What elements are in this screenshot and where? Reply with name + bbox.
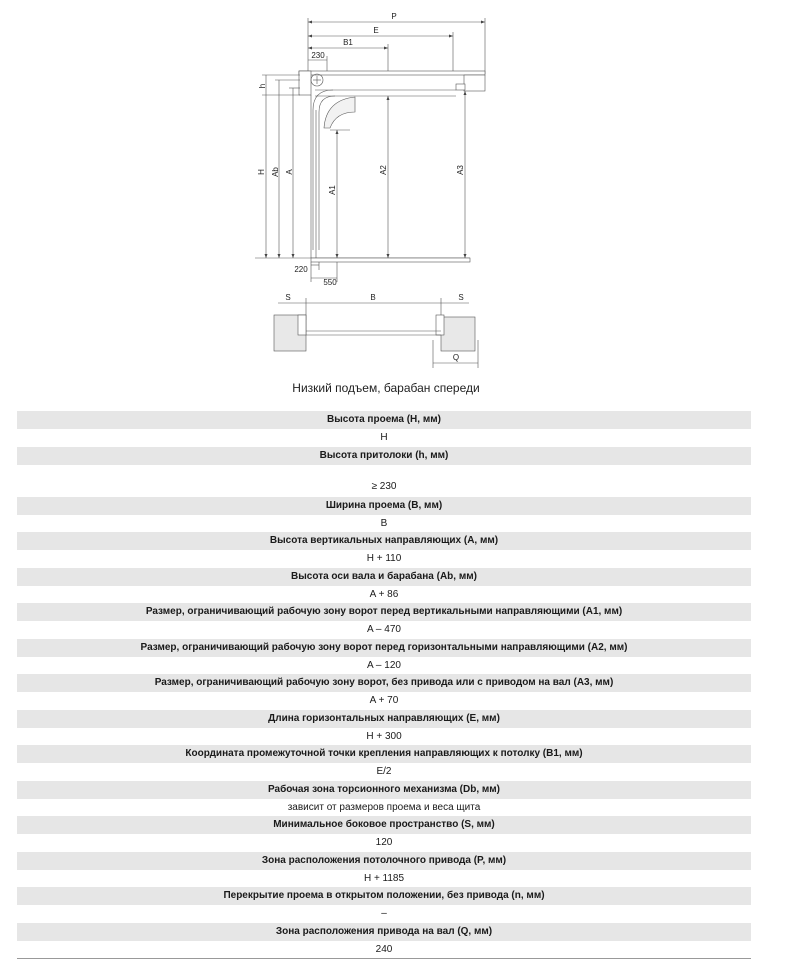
spec-label-a1: Размер, ограничивающий рабочую зону ворот перед вертикальными направляющими (A1, мм) — [17, 603, 751, 621]
dim-label-s-right: S — [458, 293, 464, 302]
dim-label-a1: A1 — [328, 185, 337, 195]
bottom-divider — [17, 958, 751, 959]
spec-table — [17, 411, 751, 958]
spec-value-b1: E/2 — [376, 766, 392, 777]
spec-label-horizontal-guides-length: Длина горизонтальных направляющих (E, мм) — [17, 710, 751, 728]
spec-value-opening-width: B — [380, 517, 388, 529]
spec-value-torsion-zone: зависит от размеров проема и веса щита — [287, 801, 481, 813]
spec-label-a2: Размер, ограничивающий рабочую зону ворот перед горизонтальными направляющими (A2, мм) — [17, 639, 751, 657]
spec-value-lintel-height: ≥ 230 — [371, 480, 397, 492]
spec-label-shaft-drive-zone: Зона расположения привода на вал (Q, мм) — [17, 923, 751, 941]
dim-label-h: H — [257, 169, 266, 175]
diagram-caption: Низкий подъем, барабан спереди — [292, 381, 480, 395]
spec-label-opening-width: Ширина проема (B, мм) — [17, 497, 751, 515]
dim-label-q: Q — [452, 353, 460, 362]
spec-value-shaft-axis-height: A + 86 — [369, 588, 399, 600]
spec-label-shaft-axis-height: Высота оси вала и барабана (Ab, мм) — [17, 568, 751, 586]
door-installation-diagram — [0, 0, 800, 380]
spec-value-a1: A – 470 — [367, 624, 401, 635]
dim-label-b: B — [370, 293, 376, 302]
spec-value-shaft-drive-zone: 240 — [375, 943, 393, 955]
dim-label-220: 220 — [294, 265, 308, 274]
spec-value-opening-height: H — [380, 432, 388, 443]
dim-label-s-left: S — [285, 293, 291, 302]
spec-label-opening-height: Высота проема (H, мм) — [17, 411, 751, 429]
spec-label-vertical-guides-height: Высота вертикальных направляющих (A, мм) — [17, 532, 751, 550]
spec-label-side-space: Минимальное боковое пространство (S, мм) — [17, 816, 751, 834]
dim-label-230: 230 — [311, 51, 325, 60]
spec-label-b1: Координата промежуточной точки крепления направляющих к потолку (B1, мм) — [17, 745, 751, 763]
spec-value-side-space: 120 — [375, 837, 393, 848]
spec-label-torsion-zone: Рабочая зона торсионного механизма (Db, мм) — [17, 781, 751, 799]
dim-label-h-small: h — [258, 83, 267, 89]
spec-value-horizontal-guides-length: H + 300 — [366, 730, 402, 742]
spec-value-vertical-guides-height: H + 110 — [366, 553, 402, 564]
dim-label-ab: Ab — [271, 167, 280, 177]
spec-value-a3: A + 70 — [369, 695, 399, 706]
spec-label-overlap-open: Перекрытие проема в открытом положении, без привода (n, мм) — [17, 887, 751, 905]
dim-label-a2: A2 — [379, 165, 388, 175]
dim-label-550: 550 — [323, 278, 337, 287]
dim-label-a: A — [285, 169, 294, 175]
spec-label-a3: Размер, ограничивающий рабочую зону ворот, без привода или с приводом на вал (A3, мм) — [17, 674, 751, 692]
spec-label-ceiling-drive-zone: Зона расположения потолочного привода (P, мм) — [17, 852, 751, 870]
spec-value-a2: A – 120 — [367, 659, 401, 671]
dim-label-a3: A3 — [456, 165, 465, 175]
dim-label-e: E — [373, 26, 379, 35]
spec-label-lintel-height: Высота притолоки (h, мм) — [17, 447, 751, 465]
spec-value-overlap-open: – — [381, 908, 387, 919]
dim-label-p: P — [391, 12, 397, 21]
spec-value-ceiling-drive-zone: H + 1185 — [363, 872, 405, 884]
dim-label-b1: B1 — [343, 38, 353, 47]
